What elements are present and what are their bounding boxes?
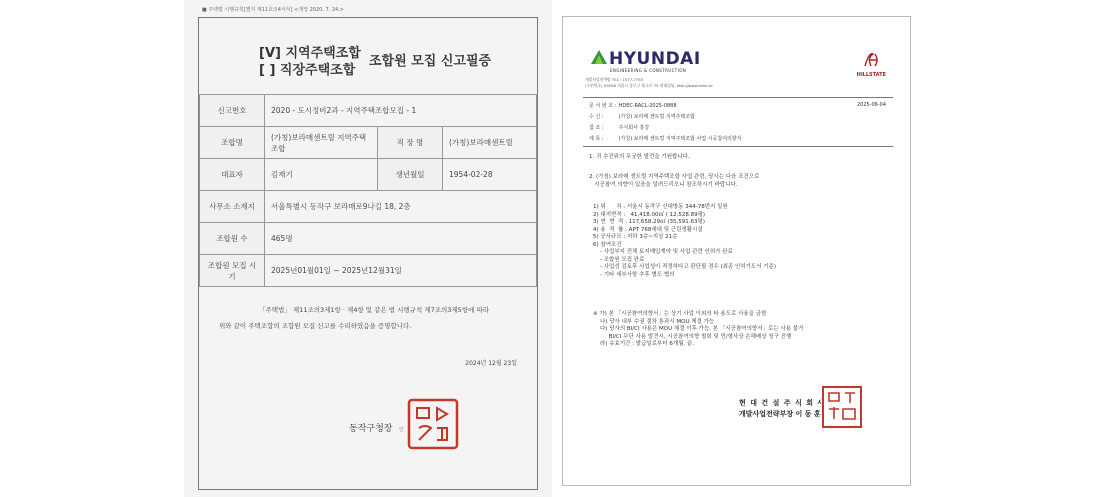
row-label: 대표자 [200,159,265,191]
notes: ※ 가) 본 「시공참여의향서」는 상기 사업 이외의 타 용도로 사용을 금함 나) 당사 내부 수권 절차 통과시 MOU 체결 가능 다) 당사의 BI/CI 사용은 MOU 체결 이후 가능, 본 「시공참여의향서」로는 사용 불가 BI/CI 무단 사용 발견시, 시공참여의향 철회 및 민/형사상 손해배상 청구 진행 라) 유효기간 : 발급일로부터 6개월. 끝. [593,311,804,347]
row-label: 사무소 소재지 [200,191,265,223]
brand-name: HYUNDAI [609,49,701,69]
divider [583,146,893,147]
subject-label: 제 목 : [589,136,604,142]
row-label: 조합원 수 [200,223,265,255]
paragraph-2b: 시공참여 의향이 있음을 알려드리오니 참조하시기 바랍니다. [589,182,738,188]
table-row [200,95,537,127]
brand-subtitle: ENGINEERING & CONSTRUCTION [610,68,687,73]
issuing-office: 동작구청장 [349,424,393,434]
table-row [200,223,537,255]
table-row [200,191,537,223]
table-row [200,127,537,159]
project-details: 1) 위 치 : 서울시 동작구 신대방동 344-78번지 일원 2) 대지면적 : 41,418.00㎡ ( 12,528.89평) 3) 연 면 적 : 117,658.29㎡ (35,591.63평) 4) 용 적 률 : APT 768세대 및 근린생활시설 5) 공사규모 : 지하 3층~지상 21층 6) 참여조건 - 사업부지 전체 토지매입계약 및 사업 관련 인허가 완료 - 조합원 모집 완료 - 사업성 검토후 사업성이 적정하다고 판단될 경우 (최종 인허가도서 기준) - 기타 세부사항 추후 별도 협의 [593,204,777,278]
form-header: ■ 주택법 시행규칙[별지 제11호의4서식] <개정 2020. 7. 24.> [202,7,344,13]
info-table [199,94,537,287]
subject-row [589,135,742,142]
row-value: (가칭)보라매센트릴 [443,127,537,159]
row-value: 1954-02-28 [443,159,537,191]
reference-label: 참 조 : [589,125,604,131]
declaration-line2: 위와 같이 주택조합의 조합원 모집 신고를 수리하였음을 증명합니다. [219,322,412,330]
table-row [200,159,537,191]
union-recruitment-certificate [184,0,552,497]
row-label: 조합원 모집 시기 [200,255,265,287]
reference: 주식회사 흥강 [618,125,650,131]
hyundai-logo-icon [591,50,607,64]
row-label: 생년월일 [378,159,443,191]
doc-number-row [589,102,677,109]
subject: (가칭) 보라매 센트럴 지역주택조합 사업 시공참여의향서 [618,136,742,142]
row-label: 조합명 [200,127,265,159]
recipient: (가칭) 보라매 센트럴 지역주택조합 [618,114,695,120]
address-line2: (우편번호) 03058 서울시 종로구 율곡로 75 현대빌딩, http://www.hdec.kr [585,83,713,88]
signature-person: 개발사업전략부장 이 동 훈 [739,410,821,418]
signature-company: 현 대 건 설 주 식 회 사 [739,399,826,407]
title-line1: [V] 지역주택조합 [259,46,361,61]
issue-date: 2024년 12월 23일 [465,360,517,367]
official-seal-icon [407,398,459,450]
certificate-frame [198,17,538,490]
table-row [200,255,537,287]
recipient-label: 수 신 : [589,114,604,120]
row-value: 서울특별시 동작구 보라매로9나길 18, 2층 [265,191,537,223]
title-area [199,18,537,95]
construction-participation-letter [562,16,911,486]
title-main: 조합원 모집 신고필증 [369,54,492,69]
row-label: 신고번호 [200,95,265,127]
recipient-row [589,113,695,120]
doc-number: HDEC-RACL-2025-0888 [618,103,677,109]
row-label: 직 장 명 [378,127,443,159]
doc-number-label: 문 서 번 호 : [589,103,617,109]
row-value: 김재기 [265,159,378,191]
row-value: 2025년01월01일 ~ 2025년12월31일 [265,255,537,287]
row-value: 2020 - 도시정비2과 - 지역주택조합모집 - 1 [265,95,537,127]
paragraph-2a: 2. (가칭) 보라매 센트럴 지역주택조합 사업 관련, 당사는 다음 조건으로 [589,174,760,180]
row-value: (가칭)보라매센트릴 지역주택조합 [265,127,378,159]
divider [583,97,893,98]
hillstate-logo-icon [861,52,881,68]
hillstate-text: HILLSTATE [856,72,886,78]
seal-mark: 인 [399,427,404,433]
company-seal-icon [821,385,863,429]
address-line1: 개발사업전략팀 TEL : 1577-7755 [585,77,644,82]
reference-row [589,124,649,131]
declaration-line1: 「주택법」 제11조의3제1항 · 제4항 및 같은 법 시행규칙 제7조의3제5항에 따라 [259,306,489,314]
hillstate-logo [857,52,886,78]
row-value: 465명 [265,223,537,255]
paragraph-1: 1. 귀 추진위의 무궁한 발전을 기원합니다. [589,154,690,160]
doc-date: 2025-06-04 [856,102,886,108]
title-line2: [ ] 직장주택조합 [259,63,356,78]
